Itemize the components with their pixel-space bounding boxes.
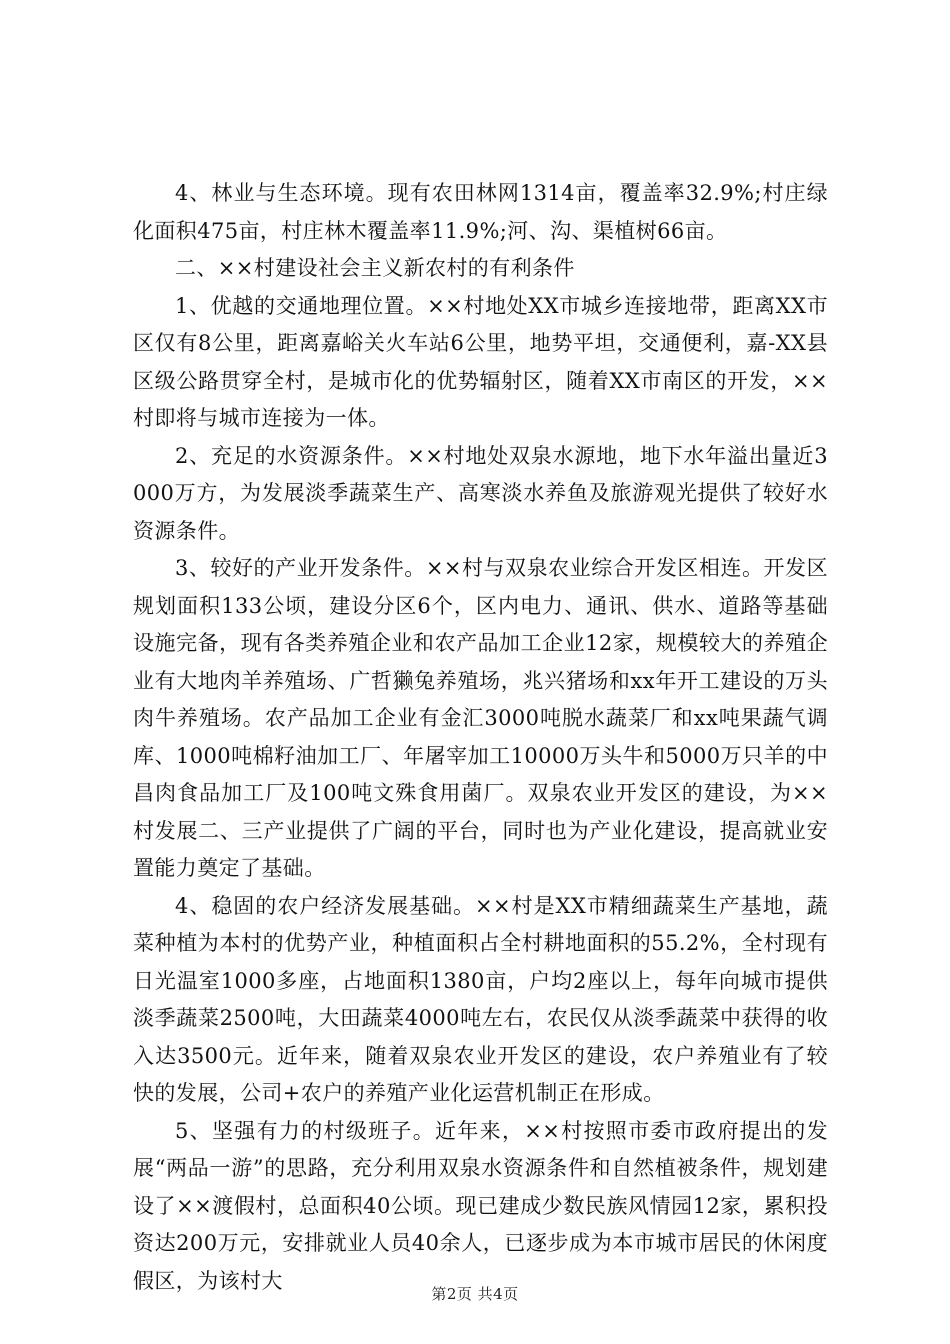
paragraph-transport-location: 1、优越的交通地理位置。××村地处XX市城乡连接地带，距离XX市区仅有8公里，距离嘉峪关火车站6公里，地势平坦，交通便利，嘉-XX县区级公路贯穿全村，是城市化的优势辐射区，随着XX市南区的开发，××村即将与城市连接为一体。: [133, 293, 828, 430]
paragraph-village-leadership: 5、坚强有力的村级班子。近年来，××村按照市委市政府提出的发展“两品一游”的思路，充分利用双泉水资源条件和自然植被条件，规划建设了××渡假村，总面积40公顷。现已建成少数民族风情园12家，累积投资达200万元，安排就业人员40余人，已逐步成为本市城市居民的休闲度假区，为该村大: [133, 1118, 828, 1293]
paragraph-water-resources: 2、充足的水资源条件。××村地处双泉水源地，地下水年溢出量近3000万方，为发展淡季蔬菜生产、高寒淡水养鱼及旅游观光提供了较好水资源条件。: [133, 443, 828, 543]
section-heading-favorable-conditions: 二、××村建设社会主义新农村的有利条件: [175, 256, 575, 280]
paragraph-farmer-economy: 4、稳固的农户经济发展基础。××村是XX市精细蔬菜生产基地，蔬菜种植为本村的优势产业，种植面积占全村耕地面积的55.2%，全村现有日光温室1000多座，占地面积1380亩，户均2座以上，每年向城市提供淡季蔬菜2500吨，大田蔬菜4000吨左右，农民仅从淡季蔬菜中获得的收入达3500元。近年来，随着双泉农业开发区的建设，农户养殖业有了较快的发展，公司+农户的养殖产业化运营机制正在形成。: [133, 893, 828, 1105]
document-body: [133, 175, 828, 1300]
paragraph-forestry: 4、林业与生态环境。现有农田林网1314亩，覆盖率32.9%;村庄绿化面积475亩，村庄林木覆盖率11.9%;河、沟、渠植树66亩。: [133, 181, 828, 243]
paragraph-industry-development: 3、较好的产业开发条件。××村与双泉农业综合开发区相连。开发区规划面积133公顷，建设分区6个，区内电力、通讯、供水、道路等基础设施完备，现有各类养殖企业和农产品加工企业12家，规模较大的养殖企业有大地肉羊养殖场、广哲獭兔养殖场，兆兴猪场和xx年开工建设的万头肉牛养殖场。农产品加工企业有金汇3000吨脱水蔬菜厂和xx吨果蔬气调库、1000吨棉籽油加工厂、年屠宰加工10000万头牛和5000万只羊的中昌肉食品加工厂及100吨文殊食用菌厂。双泉农业开发区的建设，为××村发展二、三产业提供了广阔的平台，同时也为产业化建设，提高就业安置能力奠定了基础。: [133, 556, 828, 880]
page-footer: 第2页 共4页: [431, 1285, 519, 1303]
